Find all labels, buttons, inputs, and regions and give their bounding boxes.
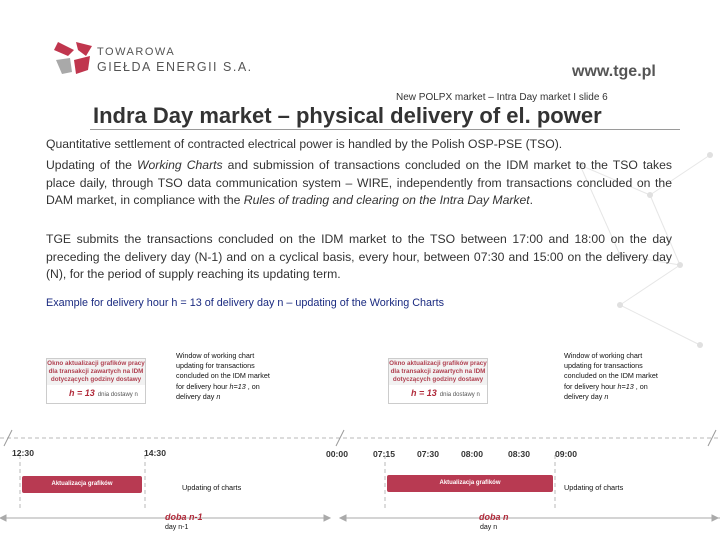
window-note-right: Window of working chart updating for transactions concluded on the IDM market for delivery hour h=13 , on delivery day n: [564, 351, 658, 401]
day-label-n-pl: doba n: [479, 512, 509, 522]
working-charts-term: Working Charts: [137, 158, 223, 172]
time-label-0830: 08:30: [508, 449, 530, 459]
update-bar-right: Aktualizacja grafików: [387, 475, 553, 492]
timeline-graphic: [0, 400, 720, 540]
website-url[interactable]: www.tge.pl: [572, 63, 656, 80]
update-window-box-left: Okno aktualizacji grafików pracy dla transakcji zawartych na IDM dotyczących godziny dostawy h = 13 dnia dostawy n: [46, 358, 146, 404]
paragraph-submission: TGE submits the transactions concluded on the IDM market to the TSO between 17:00 and 18:00 on the day preceding the delivery day (N-1) and on a cyclical basis, every hour, between 07:30 and 15:00 on the delivery day (N), for the period of supply reaching its updating term.: [46, 232, 672, 281]
rules-term: Rules of trading and clearing on the Intra Day Market: [243, 193, 530, 207]
time-label-0715: 07:15: [373, 449, 395, 459]
update-bar-left: Aktualizacja grafików: [22, 476, 142, 493]
day-label-n-en: day n: [480, 524, 498, 531]
slide-meta: New POLPX market – Intra Day market I slide 6: [396, 92, 608, 103]
paragraph-updating: Updating of the Working Charts and submission of transactions concluded on the IDM market to the TSO takes place daily, through TSO data communication system – WIRE, independently from transactions concluded on the DAM market, in compliance with the Rules of trading and clearing on the Intra Day Market.: [46, 158, 672, 207]
box-header-right: Okno aktualizacji grafików pracy dla transakcji zawartych na IDM dotyczących godziny dostawy: [389, 359, 487, 385]
company-logo: [54, 40, 94, 76]
logo-line1: TOWAROWA: [97, 46, 176, 58]
time-label-0000: 00:00: [326, 449, 348, 459]
time-label-1230: 12:30: [12, 448, 34, 458]
update-window-box-right: Okno aktualizacji grafików pracy dla transakcji zawartych na IDM dotyczących godziny dostawy h = 13 dnia dostawy n: [388, 358, 488, 404]
example-caption: Example for delivery hour h = 13 of delivery day n – updating of the Working Charts: [46, 297, 445, 309]
day-label-n-1-en: day n-1: [165, 524, 189, 531]
box-header-left: Okno aktualizacji grafików pracy dla transakcji zawartych na IDM dotyczących godziny dostawy: [47, 359, 145, 385]
updating-label-right: Updating of charts: [564, 483, 624, 492]
time-label-0900: 09:00: [555, 449, 577, 459]
time-label-0800: 08:00: [461, 449, 483, 459]
page-title: Indra Day market – physical delivery of el. power: [93, 103, 602, 128]
delivery-hour-right: h = 13: [411, 388, 437, 398]
updating-label-left: Updating of charts: [182, 483, 242, 492]
delivery-hour-left: h = 13: [69, 388, 95, 398]
window-note-left: Window of working chart updating for transactions concluded on the IDM market for delivery hour h=13 , on delivery day n: [176, 351, 270, 401]
time-label-1430: 14:30: [144, 448, 166, 458]
logo-line2: GIEŁDA ENERGII S.A.: [97, 60, 253, 74]
day-label-n-1-pl: doba n-1: [165, 512, 203, 522]
paragraph-settlement: Quantitative settlement of contracted electrical power is handled by the Polish OSP-PSE (TSO).: [46, 137, 563, 151]
title-divider: [90, 129, 680, 130]
time-label-0730: 07:30: [417, 449, 439, 459]
